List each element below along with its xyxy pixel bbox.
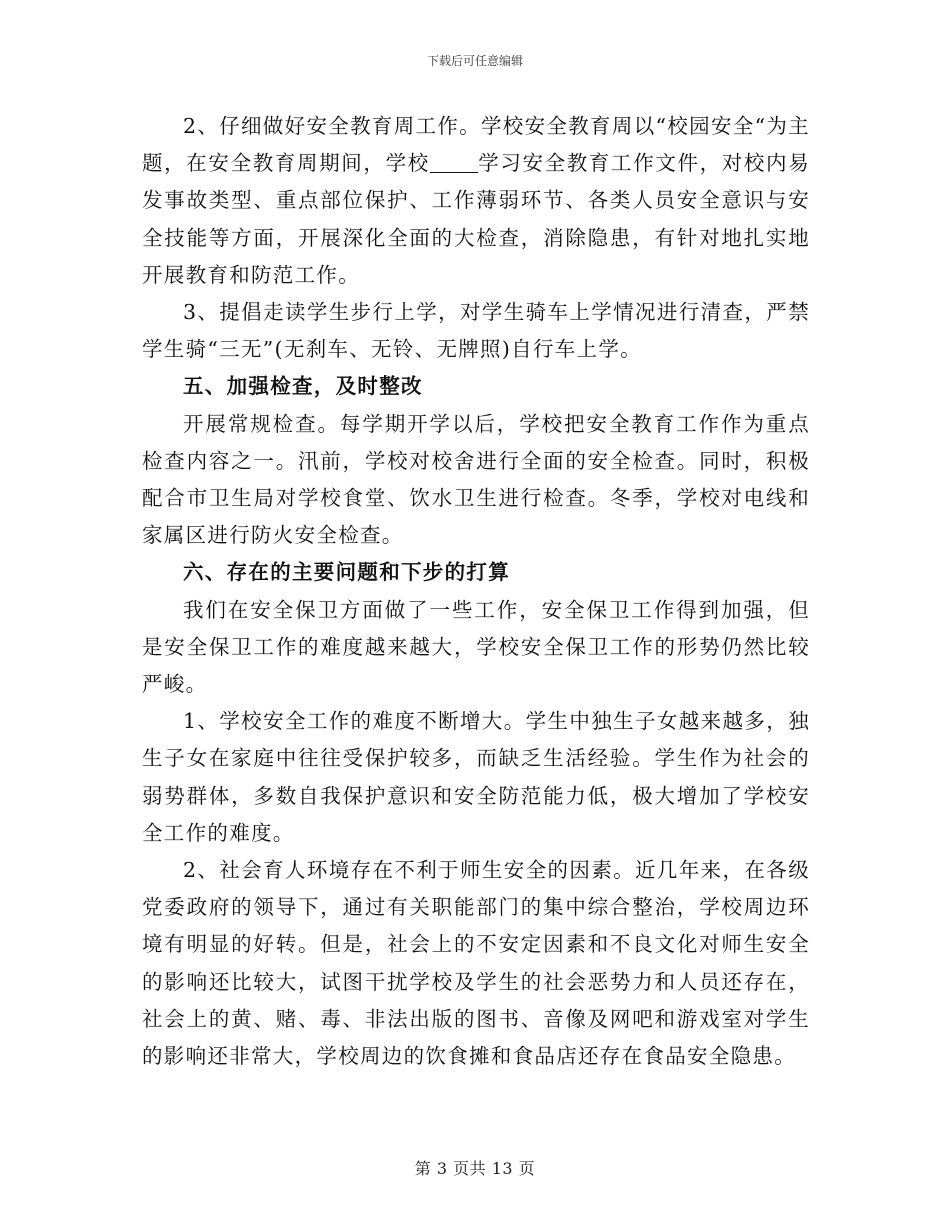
paragraph-safety-week: [142, 108, 810, 294]
paragraph-walking-to-school: 3、提倡走读学生步行上学，对学生骑车上学情况进行清查，严禁学生骑“三无”(无刹车、无铃、无牌照)自行车上学。: [142, 300, 810, 362]
paragraph-social-environment: 2、社会育人环境存在不利于师生安全的因素。近几年来，在各级党委政府的领导下，通过有关职能部门的集中综合整治，学校周边环境有明显的好转。但是，社会上的不安定因素和不良文化对师生安全的影响还比较大，试图干扰学校及学生的社会恶势力和人员还存在，社会上的黄、赌、毒、非法出版的图书、音像及网吧和游戏室对学生的影响还非常大，学校周边的饮食摊和食品店还存在食品安全隐患。: [142, 858, 810, 1069]
section-heading-inspection: 五、加强检查，及时整改: [183, 374, 423, 399]
page-header-note: 下载后可任意编辑: [426, 54, 523, 68]
document-body: [142, 108, 810, 1075]
paragraph-security-overview: 我们在安全保卫方面做了一些工作，安全保卫工作得到加强，但是安全保卫工作的难度越来越大，学校安全保卫工作的形势仍然比较严峻。: [142, 597, 810, 697]
paragraph-routine-inspection: 开展常规检查。每学期开学以后，学校把安全教育工作作为重点检查内容之一。汛前，学校对校舍进行全面的安全检查。同时，积极配合市卫生局对学校食堂、饮水卫生进行检查。冬季，学校对电线和家属区进行防火安全检查。: [142, 411, 810, 548]
page-number: 第 3 页共 13 页: [414, 1159, 536, 1178]
paragraph-text: 学习安全教育工作文件，对校内易发事故类型、重点部位保护、工作薄弱环节、各类人员安全意识与安全技能等方面，开展深化全面的大检查，消除隐患，有针对地扎实地开展教育和防范工作。: [142, 151, 810, 287]
section-heading-problems-plans: 六、存在的主要问题和下步的打算: [183, 560, 510, 585]
blank-underline: [430, 152, 478, 174]
paragraph-difficulty-increasing: 1、学校安全工作的难度不断增大。学生中独生子女越来越多，独生子女在家庭中往往受保护较多，而缺乏生活经验。学生作为社会的弱势群体，多数自我保护意识和安全防范能力低，极大增加了学校安全工作的难度。: [142, 709, 810, 845]
paragraph-text: 2、仔细做好安全教育周工作。学校安全教育周以“校园安全“为主题，在安全教育周期间，学校: [142, 114, 810, 176]
